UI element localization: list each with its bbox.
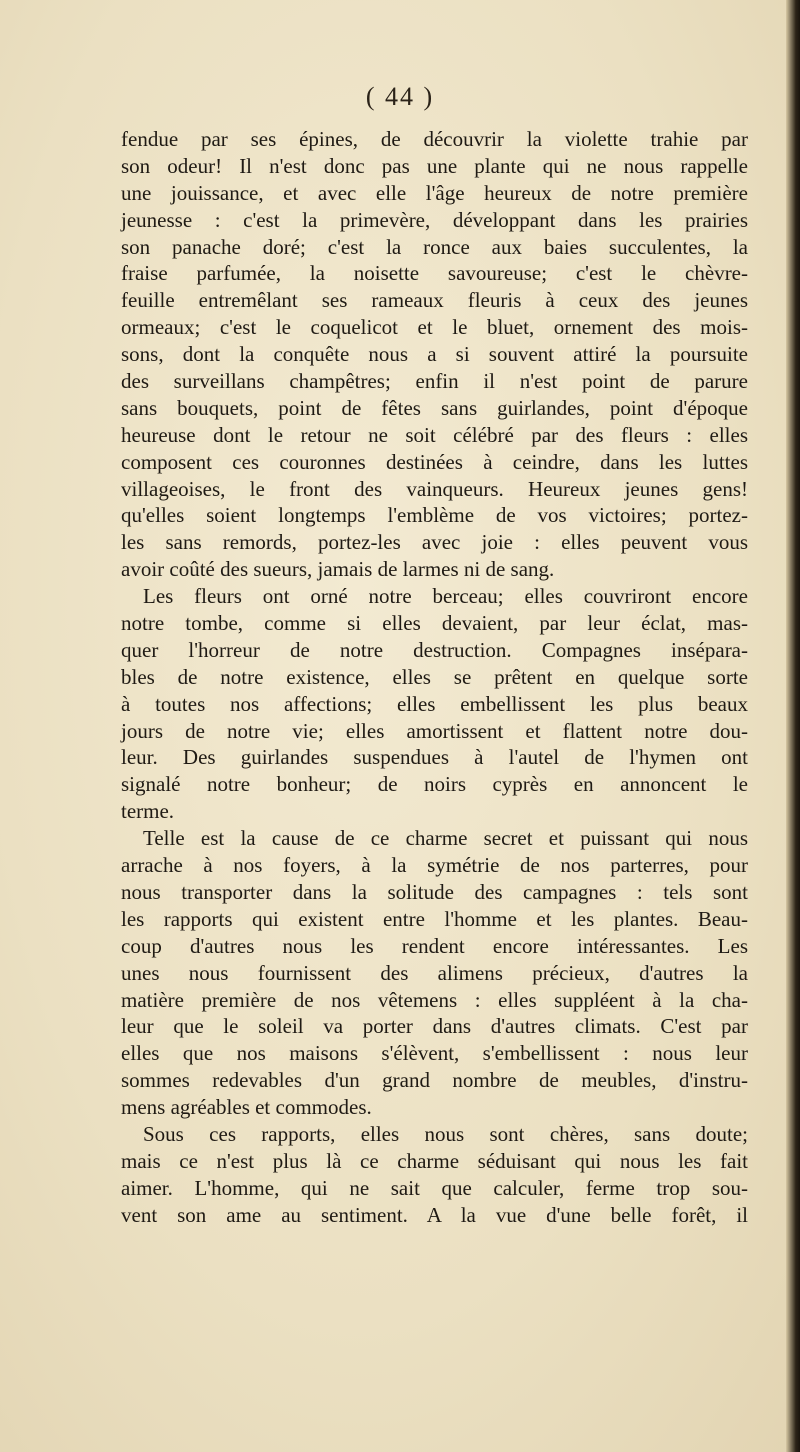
text-line: à toutes nos affections; elles embellissent les plus beaux — [121, 691, 748, 716]
text-line: mens agréables et commodes. — [121, 1095, 372, 1120]
text-line: les sans remords, portez-les avec joie : elles peuvent vous — [121, 530, 748, 555]
text-line: Les fleurs ont orné notre berceau; elles couvriront encore — [143, 584, 748, 609]
text-line: vent son ame au sentiment. A la vue d'une belle forêt, il — [121, 1202, 748, 1227]
text-line: bles de notre existence, elles se prêtent en quelque sorte — [121, 664, 748, 689]
page-number: ( 44 ) — [365, 82, 435, 111]
text-line: jours de notre vie; elles amortissent et flattent notre dou- — [121, 718, 748, 743]
text-line: elles que nos maisons s'élèvent, s'embellissent : nous leur — [121, 1041, 748, 1066]
text-line: son panache doré; c'est la ronce aux baies succulentes, la — [121, 234, 748, 259]
text-line: Sous ces rapports, elles nous sont chères, sans doute; — [143, 1121, 748, 1146]
text-line: terme. — [121, 799, 175, 824]
text-line: leur que le soleil va porter dans d'autres climats. C'est par — [121, 1014, 748, 1039]
text-line: aimer. L'homme, qui ne sait que calculer, ferme trop sou- — [121, 1175, 748, 1200]
text-line: une jouissance, et avec elle l'âge heureux de notre première — [121, 180, 748, 205]
text-line: nous transporter dans la solitude des campagnes : tels sont — [121, 879, 748, 904]
text-line: heureuse dont le retour ne soit célébré par des fleurs : elles — [121, 422, 748, 447]
text-line: des surveillans champêtres; enfin il n'est point de parure — [121, 369, 748, 394]
text-line: signalé notre bonheur; de noirs cyprès en annoncent le — [121, 772, 748, 797]
text-line: sommes redevables d'un grand nombre de meubles, d'instru- — [121, 1068, 748, 1093]
text-line: arrache à nos foyers, à la symétrie de nos parterres, pour — [121, 853, 748, 878]
text-line: son odeur! Il n'est donc pas une plante qui ne nous rappelle — [121, 153, 748, 178]
text-line: villageoises, le front des vainqueurs. Heureux jeunes gens! — [121, 476, 748, 501]
text-line: jeunesse : c'est la primevère, développant dans les prairies — [121, 207, 748, 232]
text-line: notre tombe, comme si elles devaient, par leur éclat, mas- — [121, 611, 748, 636]
text-line: fendue par ses épines, de découvrir la violette trahie par — [121, 127, 748, 151]
text-line: sons, dont la conquête nous a si souvent attiré la poursuite — [121, 342, 748, 367]
page-edge-shadow — [786, 0, 800, 1452]
text-line: Telle est la cause de ce charme secret et puissant qui nous — [143, 826, 748, 851]
text-line: quer l'horreur de notre destruction. Compagnes insépara- — [121, 637, 748, 662]
text-line: composent ces couronnes destinées à ceindre, dans les luttes — [121, 449, 748, 474]
text-line: leur. Des guirlandes suspendues à l'autel de l'hymen ont — [121, 745, 748, 770]
text-line: les rapports qui existent entre l'homme et les plantes. Beau- — [121, 906, 748, 931]
text-line: sans bouquets, point de fêtes sans guirlandes, point d'époque — [121, 395, 748, 420]
text-line: matière première de nos vêtemens : elles suppléent à la cha- — [121, 987, 748, 1012]
text-line: ormeaux; c'est le coquelicot et le bluet, ornement des mois- — [121, 315, 748, 340]
text-line: qu'elles soient longtemps l'emblème de vos victoires; portez- — [121, 503, 748, 528]
text-line: unes nous fournissent des alimens précieux, d'autres la — [121, 960, 748, 985]
text-line: fraise parfumée, la noisette savoureuse; c'est le chèvre- — [121, 261, 748, 286]
text-line: coup d'autres nous les rendent encore intéressantes. Les — [121, 933, 748, 958]
text-line: feuille entremêlant ses rameaux fleuris à ceux des jeunes — [121, 288, 748, 313]
body-text — [121, 126, 748, 1229]
text-line: avoir coûté des sueurs, jamais de larmes ni de sang. — [121, 557, 555, 582]
text-line: mais ce n'est plus là ce charme séduisant qui nous les fait — [121, 1148, 748, 1173]
